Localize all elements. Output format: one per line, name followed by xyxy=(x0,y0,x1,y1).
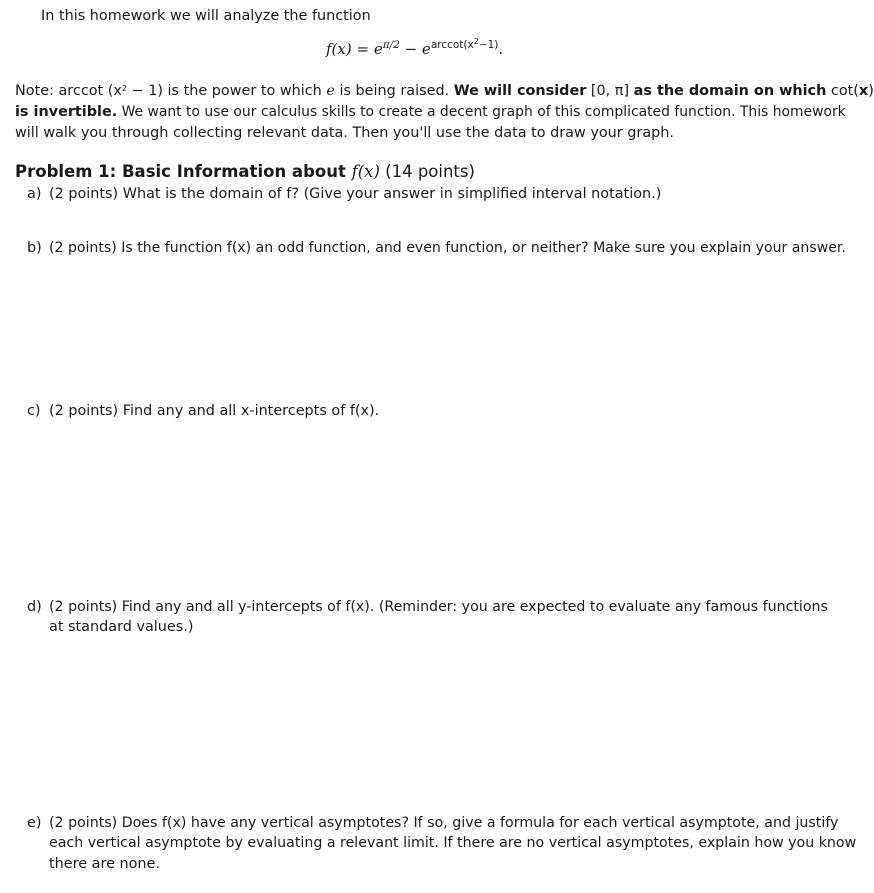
question-e-text-line-1: (2 points) Does f(x) have any vertical asymptotes? If so, give a formula for each vertical asymptote, and justify xyxy=(49,815,839,831)
formula-exponent-1: π/2 xyxy=(382,39,400,51)
formula-lhs: f(x) = e xyxy=(326,40,383,58)
formula-exponent-2-square: 2 xyxy=(473,37,479,46)
note-close-paren: ) xyxy=(868,83,874,99)
formula-minus: − e xyxy=(399,40,431,58)
formula-exponent-2-pre: arccot(x xyxy=(430,39,474,51)
note-bold-invertible: is invertible. xyxy=(15,104,118,120)
function-formula xyxy=(326,39,503,62)
note-raised-text: is being raised. xyxy=(334,83,454,99)
note-square: 2 xyxy=(121,84,127,93)
note-bold-domain: as the domain on which xyxy=(633,83,827,99)
note-interval: [0, π] xyxy=(586,83,634,99)
question-d-text-line-2: at standard values.) xyxy=(49,619,194,635)
question-c-text: (2 points) Find any and all x-intercepts of f(x). xyxy=(49,403,380,419)
note-line-2 xyxy=(15,102,846,122)
note-line-1 xyxy=(15,81,874,103)
note-e: e xyxy=(326,83,335,99)
problem-1-title-text: Problem 1: Basic Information about xyxy=(15,162,352,181)
intro-text: In this homework we will analyze the function xyxy=(41,8,371,24)
problem-1-title-points: (14 points) xyxy=(379,162,475,181)
question-c-label: c) xyxy=(27,403,41,419)
formula-end: . xyxy=(498,40,504,58)
question-b-text: (2 points) Is the function f(x) an odd function, and even function, or neither? Make sure you explain your answer. xyxy=(49,240,846,256)
note-arccot: Note: arccot (x xyxy=(15,83,122,99)
problem-1-title xyxy=(15,162,475,182)
note-bold-consider: We will consider xyxy=(453,83,587,99)
note-line-1-content xyxy=(15,81,874,103)
problem-1-title-function: f(x) xyxy=(351,162,380,181)
note-bold-x: x xyxy=(858,83,869,99)
question-d-label: d) xyxy=(27,599,42,615)
formula-exponent-2 xyxy=(431,39,499,51)
question-e-text-line-3: there are none. xyxy=(49,856,160,872)
question-a-label: a) xyxy=(27,186,42,202)
note-cot: cot( xyxy=(826,83,859,99)
question-e-text-line-2: each vertical asymptote by evaluating a relevant limit. If there are no vertical asymptotes, explain how you know xyxy=(49,835,857,851)
note-line-3: will walk you through collecting relevant data. Then you'll use the data to draw your graph. xyxy=(15,125,674,141)
formula-exponent-2-post: −1) xyxy=(478,39,499,51)
question-e-label: e) xyxy=(27,815,42,831)
question-d-text-line-1: (2 points) Find any and all y-intercepts of f(x). (Reminder: you are expected to evaluate any famous functions xyxy=(49,599,828,615)
note-power-text: − 1) is the power to which xyxy=(126,83,327,99)
question-b-label: b) xyxy=(27,240,42,256)
question-a-text: (2 points) What is the domain of f? (Give your answer in simplified interval notation.) xyxy=(49,186,662,202)
note-line-2-rest: We want to use our calculus skills to create a decent graph of this complicated function. This homework xyxy=(117,104,846,120)
